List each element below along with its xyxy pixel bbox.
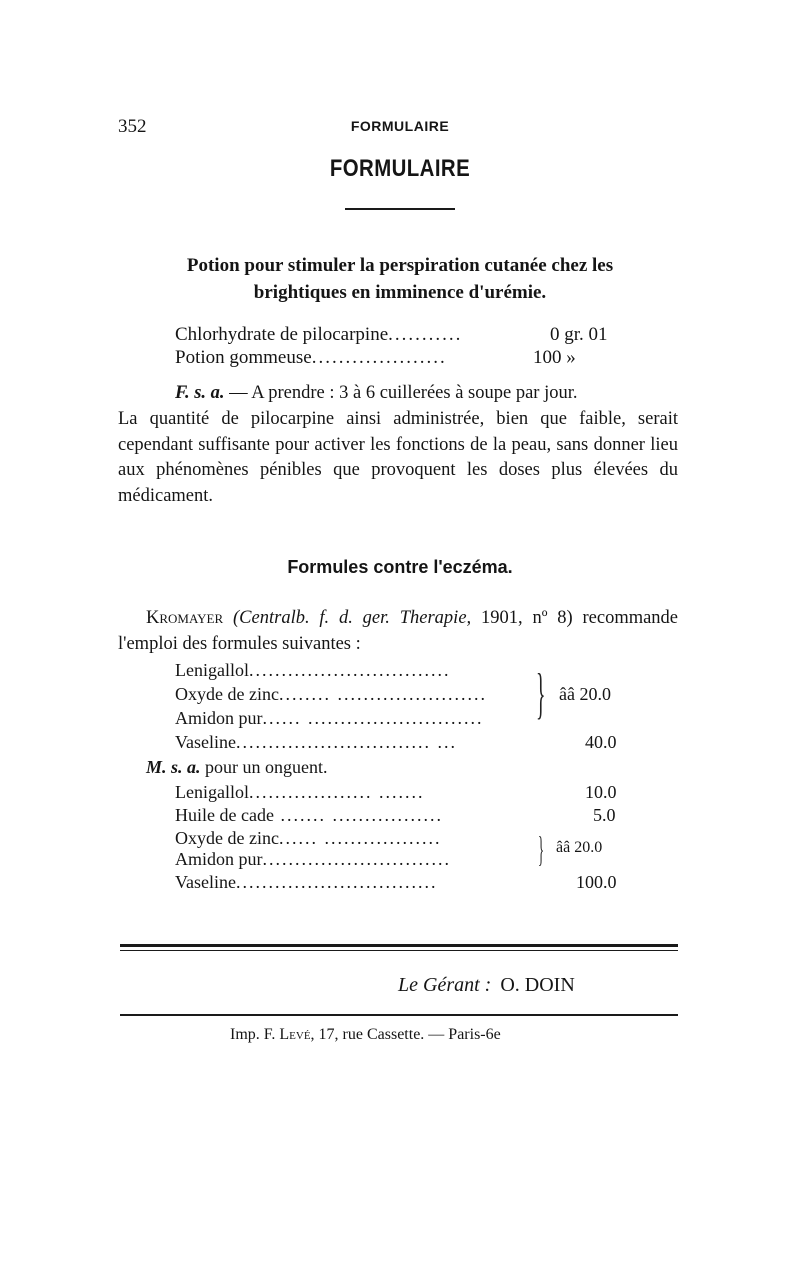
formula-item: Lenigallol: [175, 660, 249, 680]
gerant-line: [398, 972, 575, 998]
brace-icon: }: [538, 829, 545, 869]
formula-item: Oxyde de zinc: [175, 684, 279, 704]
formula2-qty: 100.0: [576, 872, 617, 892]
formula-item: Amidon pur: [175, 849, 263, 869]
imprint-prefix: Imp. F.: [230, 1026, 276, 1043]
formula2-qty: 5.0: [593, 805, 616, 825]
formula-item: Amidon pur: [175, 708, 263, 728]
title-rule: [345, 208, 455, 210]
section1-heading: Potion pour stimuler la perspiration cutanée chez les brightiques en imminence d'urémie.: [186, 255, 614, 303]
formula-item: Lenigallol: [175, 782, 249, 802]
formula2-row: Amidon pur.............................: [175, 849, 451, 869]
formula1-row: Vaseline.............................. ...: [175, 732, 457, 752]
page-number: 352: [118, 116, 147, 137]
mixing-abbr: M. s. a.: [146, 757, 201, 777]
formula1-row: Oxyde de zinc........ .......................: [175, 684, 487, 704]
formula2-row: Vaseline...............................: [175, 872, 438, 892]
gerant-name: O. DOIN: [500, 974, 575, 996]
formula2-qty: 10.0: [585, 782, 617, 802]
ingredient-row: Chlorhydrate de pilocarpine...........: [175, 324, 463, 345]
ingredient-qty: 0 gr. 01: [550, 324, 608, 345]
formula1-row: Lenigallol...............................: [175, 660, 451, 680]
formula2-grouped-qty: ââ 20.0: [556, 839, 603, 856]
formula2-row: Huile de cade ....... .................: [175, 805, 443, 825]
footer-rule-thin: [120, 950, 678, 951]
mixing-text: pour un onguent.: [205, 757, 328, 777]
intro-rest: 1901, nº 8) recommande l'emploi des formules suivantes :: [118, 608, 679, 654]
imprint-line: [230, 1024, 501, 1046]
imprint-name: Levé,: [279, 1026, 315, 1043]
formula-item: Huile de cade: [175, 805, 274, 825]
intro-source: (Centralb. f. d. ger. Therapie,: [233, 608, 472, 628]
brace-icon: }: [536, 663, 546, 725]
section2-heading: Formules contre l'eczéma.: [287, 557, 513, 577]
formula-item: Vaseline: [175, 732, 236, 752]
formula2-row: Lenigallol................... .......: [175, 782, 425, 802]
intro-author: Kromayer: [146, 608, 224, 628]
formula1-last-qty: 40.0: [585, 732, 617, 752]
section2-intro: [118, 606, 678, 657]
imprint-rule: [120, 1014, 678, 1016]
formula-item: Oxyde de zinc: [175, 828, 279, 848]
running-title: FORMULAIRE: [350, 118, 450, 134]
formula1-grouped-qty: ââ 20.0: [559, 684, 611, 704]
imprint-suffix: 17, rue Cassette. — Paris-6e: [318, 1026, 501, 1043]
instruction-text: — A prendre : 3 à 6 cuillerées à soupe par jour.: [229, 383, 578, 403]
mixing-line: [146, 755, 328, 779]
formula1-row: Amidon pur...... ...........................: [175, 708, 484, 728]
formula2-row: Oxyde de zinc...... ..................: [175, 828, 442, 848]
ingredient-name: Potion gommeuse: [175, 347, 312, 368]
ingredient-qty: 100 »: [533, 347, 576, 368]
ingredient-name: Chlorhydrate de pilocarpine: [175, 324, 389, 345]
instruction-abbr: F. s. a.: [175, 383, 225, 403]
instruction-line: [175, 381, 577, 406]
section1-paragraph: La quantité de pilocarpine ainsi administrée, bien que faible, serait cependant suffisante pour activer les fonctions de la peau, sans donner lieu aux phénomènes pénibles que provoquent les doses plus élevées du médicament.: [118, 409, 678, 506]
main-title: FORMULAIRE: [329, 155, 471, 182]
gerant-label: Le Gérant :: [398, 974, 492, 996]
footer-rule-thick: [120, 944, 678, 947]
ingredient-row: Potion gommeuse....................: [175, 347, 447, 368]
formula-item: Vaseline: [175, 872, 236, 892]
